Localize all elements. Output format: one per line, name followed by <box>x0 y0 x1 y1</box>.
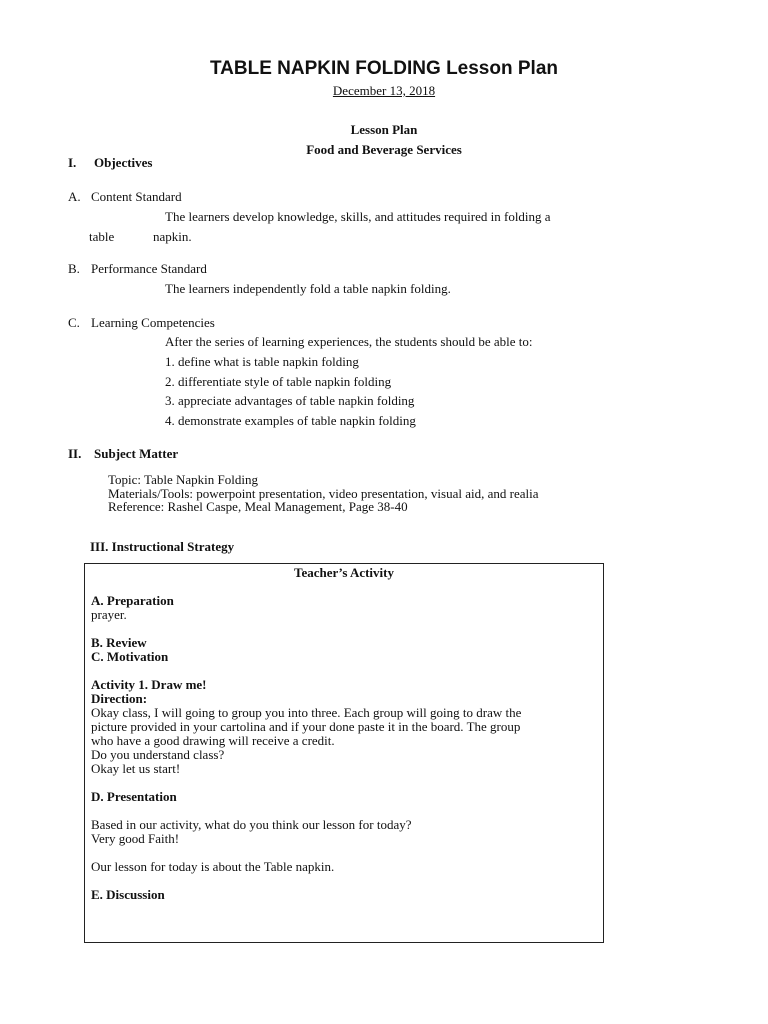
section-numeral: II. <box>68 446 82 461</box>
item-letter: A. <box>68 189 81 204</box>
activity-heading: Activity 1. Draw me! <box>91 677 207 692</box>
section-objectives-heading <box>68 155 152 171</box>
item-letter: C. <box>68 315 80 330</box>
competency-item: 3. appreciate advantages of table napkin folding <box>165 393 415 408</box>
motivation-heading: C. Motivation <box>91 649 169 664</box>
presentation-line: Very good Faith! <box>91 831 180 846</box>
direction-line: picture provided in your cartolina and if your done paste it in the board. The group <box>91 719 521 734</box>
direction-heading: Direction: <box>91 691 148 706</box>
item-label: Content Standard <box>91 189 182 204</box>
item-label: Performance Standard <box>91 261 207 276</box>
section-subject-matter-heading <box>68 446 178 462</box>
direction-line: Okay let us start! <box>91 761 181 776</box>
direction-line: Do you understand class? <box>91 747 225 762</box>
discussion-heading: E. Discussion <box>91 887 165 902</box>
section-title: Objectives <box>94 155 153 170</box>
section-title: Subject Matter <box>94 446 179 461</box>
subtitle-course: Food and Beverage Services <box>306 142 462 157</box>
performance-standard-heading <box>68 261 207 277</box>
content-standard-text-line2a: table <box>89 229 115 244</box>
presentation-heading: D. Presentation <box>91 789 177 804</box>
performance-standard-text: The learners independently fold a table napkin folding. <box>165 281 451 296</box>
item-letter: B. <box>68 261 80 276</box>
preparation-heading: A. Preparation <box>91 593 174 608</box>
document-date: December 13, 2018 <box>332 83 436 98</box>
subject-topic: Topic: Table Napkin Folding <box>108 472 258 487</box>
direction-line: who have a good drawing will receive a credit. <box>91 733 335 748</box>
teacher-activity-box <box>84 563 604 943</box>
subject-reference: Reference: Rashel Caspe, Meal Management, Page 38-40 <box>108 499 408 514</box>
learning-competencies-heading <box>68 315 215 331</box>
lesson-line: Our lesson for today is about the Table napkin. <box>91 859 335 874</box>
teacher-activity-header: Teacher’s Activity <box>293 565 394 580</box>
learning-competencies-intro: After the series of learning experiences, the students should be able to: <box>165 334 533 349</box>
section-numeral: I. <box>68 155 77 170</box>
presentation-line: Based in our activity, what do you think our lesson for today? <box>91 817 412 832</box>
content-standard-text-line1: The learners develop knowledge, skills, and attitudes required in folding a <box>165 209 551 224</box>
subtitle-lesson-plan: Lesson Plan <box>350 122 418 137</box>
content-standard-text-line2b: napkin. <box>153 229 192 244</box>
item-label: Learning Competencies <box>91 315 215 330</box>
competency-item: 4. demonstrate examples of table napkin folding <box>165 413 416 428</box>
document-title: TABLE NAPKIN FOLDING Lesson Plan <box>209 58 558 79</box>
direction-line: Okay class, I will going to group you into three. Each group will going to draw the <box>91 705 522 720</box>
content-standard-heading <box>68 189 182 205</box>
competency-item: 2. differentiate style of table napkin folding <box>165 374 392 389</box>
preparation-text: prayer. <box>91 607 127 622</box>
section-strategy-heading: III. Instructional Strategy <box>90 539 235 554</box>
subject-materials: Materials/Tools: powerpoint presentation, video presentation, visual aid, and realia <box>108 486 539 501</box>
review-heading: B. Review <box>91 635 147 650</box>
competency-item: 1. define what is table napkin folding <box>165 354 359 369</box>
